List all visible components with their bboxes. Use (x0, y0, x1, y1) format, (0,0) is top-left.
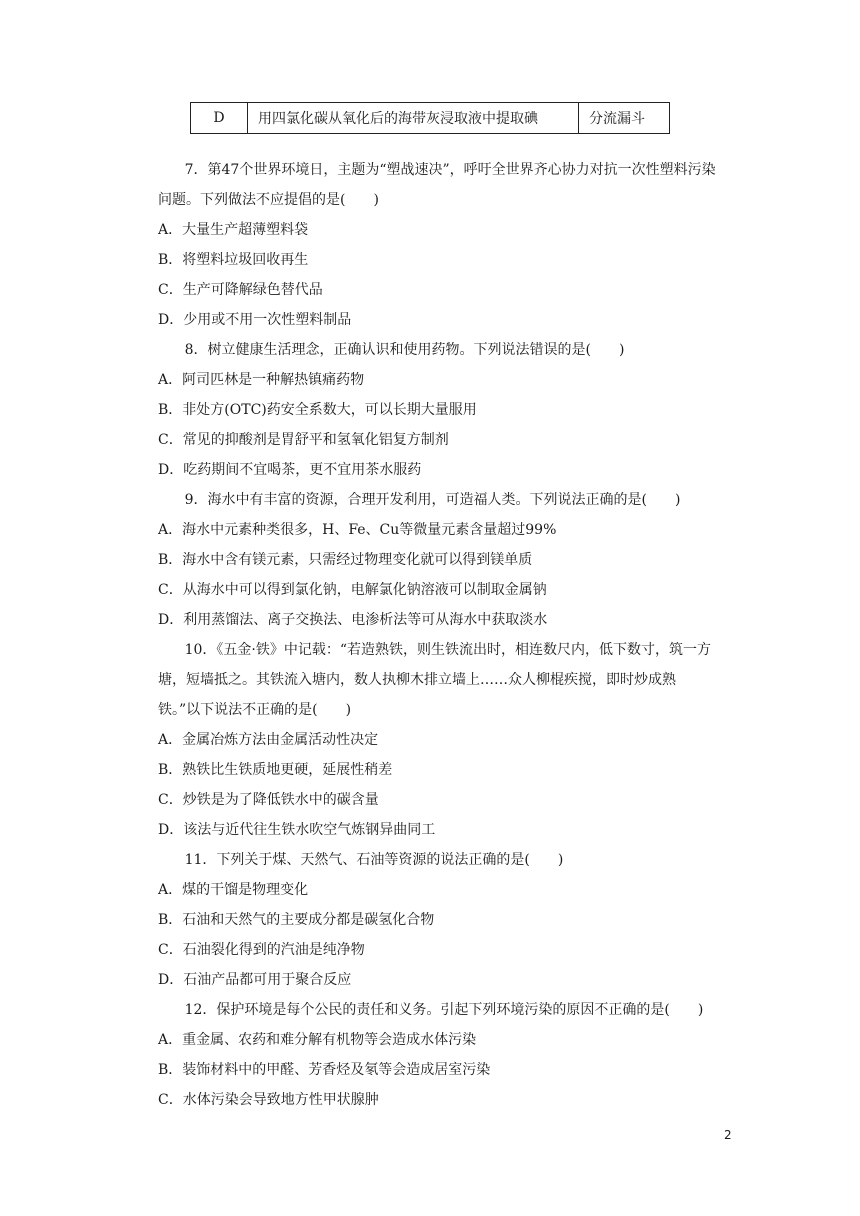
table-row (191, 103, 670, 134)
option-a: A．阿司匹林是一种解热镇痛药物 (158, 372, 365, 388)
table-cell-apparatus: 分流漏斗 (579, 103, 670, 134)
option-a: A．海水中元素种类很多，H、Fe、Cu等微量元素含量超过99% (158, 522, 557, 538)
option-d: D．石油产品都可用于聚合反应 (158, 972, 352, 988)
option-b: B．非处方(OTC)药安全系数大，可以长期大量服用 (158, 402, 477, 418)
option-c: C．从海水中可以得到氯化钠，电解氯化钠溶液可以制取金属钠 (158, 582, 547, 598)
option-a: A．金属冶炼方法由金属活动性决定 (158, 732, 379, 748)
option-a: A．重金属、农药和难分解有机物等会造成水体污染 (158, 1032, 477, 1048)
option-d: D．少用或不用一次性塑料制品 (158, 312, 352, 328)
question-stem: 10．《五金·铁》中记载：“若造熟铁，则生铁流出时，相连数尺内，低下数寸，筑一方塘，短墙抵之。其铁流入塘内，数人执柳木排立墙上……众人柳棍疾搅，即时炒成熟铁。”以下说法不正确的是( ) (158, 642, 712, 718)
option-d: D．利用蒸馏法、离子交换法、电渗析法等可从海水中获取淡水 (158, 612, 548, 628)
question-10 (158, 635, 718, 845)
question-stem: 8．树立健康生活理念，正确认识和使用药物。下列说法错误的是( ) (184, 342, 625, 358)
table-cell-operation: 用四氯化碳从氧化后的海带灰浸取液中提取碘 (248, 103, 579, 134)
option-b: B．熟铁比生铁质地更硬，延展性稍差 (158, 762, 393, 778)
option-a: A．大量生产超薄塑料袋 (158, 222, 309, 238)
question-7 (158, 155, 718, 335)
question-stem: 11．下列关于煤、天然气、石油等资源的说法正确的是( ) (184, 852, 564, 868)
option-b: B．将塑料垃圾回收再生 (158, 252, 309, 268)
table-cell-label: D (191, 103, 248, 134)
question-9 (158, 485, 718, 635)
option-c: C．炒铁是为了降低铁水中的碳含量 (158, 792, 379, 808)
question-stem: 12．保护环境是每个公民的责任和义务。引起下列环境污染的原因不正确的是( ) (184, 1002, 704, 1018)
page-number: 2 (724, 1128, 732, 1142)
questions-block (158, 155, 718, 1115)
question-stem: 7．第47个世界环境日，主题为“塑战速决”，呼吁全世界齐心协力对抗一次性塑料污染问题。下列做法不应提倡的是( ) (158, 162, 716, 208)
question-stem: 9．海水中有丰富的资源，合理开发利用，可造福人类。下列说法正确的是( ) (184, 492, 681, 508)
question-12 (158, 995, 718, 1115)
option-d: D．吃药期间不宜喝茶，更不宜用茶水服药 (158, 462, 422, 478)
experiment-table (190, 102, 670, 134)
option-b: B．海水中含有镁元素，只需经过物理变化就可以得到镁单质 (158, 552, 533, 568)
option-a: A．煤的干馏是物理变化 (158, 882, 309, 898)
option-c: C．水体污染会导致地方性甲状腺肿 (158, 1092, 379, 1108)
option-c: C．常见的抑酸剂是胃舒平和氢氧化铝复方制剂 (158, 432, 449, 448)
option-d: D．该法与近代往生铁水吹空气炼钢异曲同工 (158, 822, 436, 838)
question-11 (158, 845, 718, 995)
option-c: C．生产可降解绿色替代品 (158, 282, 323, 298)
question-8 (158, 335, 718, 485)
option-b: B．石油和天然气的主要成分都是碳氢化合物 (158, 912, 435, 928)
option-c: C．石油裂化得到的汽油是纯净物 (158, 942, 365, 958)
option-b: B．装饰材料中的甲醛、芳香烃及氡等会造成居室污染 (158, 1062, 491, 1078)
